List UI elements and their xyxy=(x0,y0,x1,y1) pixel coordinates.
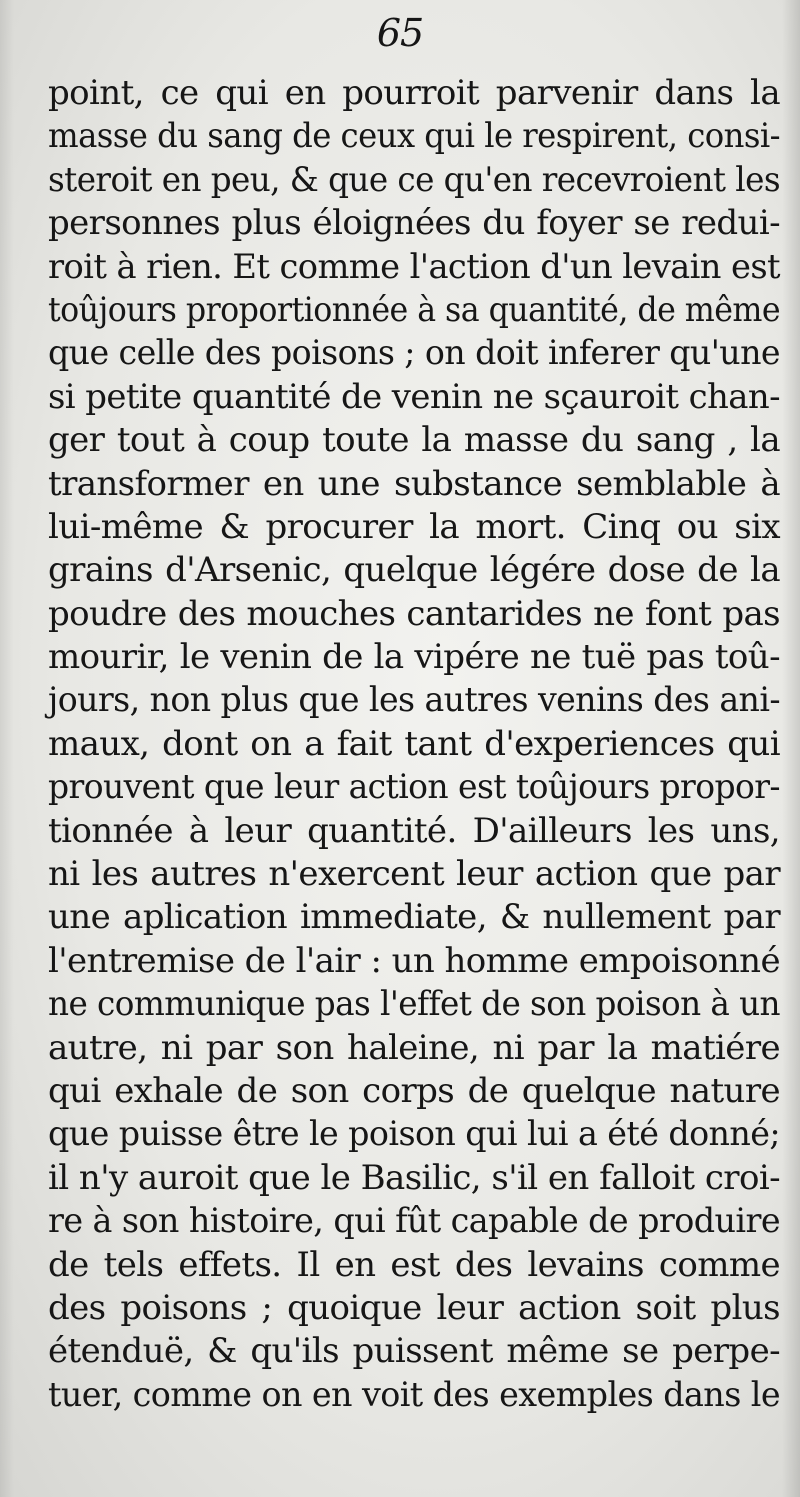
text-line: lui-même & procurer la mort. Cinq ou six xyxy=(48,506,780,547)
body-text xyxy=(48,72,780,1417)
page-edge-shadow-left xyxy=(0,0,14,1497)
text-line: il n'y auroit que le Basilic, s'il en falloit croi- xyxy=(48,1157,780,1198)
page-number: 65 xyxy=(376,11,424,55)
text-line: tuer, comme on en voit des exemples dans le xyxy=(48,1374,780,1415)
text-line: qui exhale de son corps de quelque nature xyxy=(48,1070,780,1111)
text-line: toûjours proportionnée à sa quantité, de même xyxy=(48,289,781,330)
text-line: autre, ni par son haleine, ni par la matiére xyxy=(48,1027,780,1068)
text-line: personnes plus éloignées du foyer se redui- xyxy=(48,203,780,244)
text-line: l'entremise de l'air : un homme empoisonné xyxy=(48,940,780,981)
text-line: étenduë, & qu'ils puissent même se perpe- xyxy=(48,1331,780,1372)
text-line: steroit en peu, & que ce qu'en recevroient les xyxy=(48,159,780,200)
text-line: jours, non plus que les autres venins des ani- xyxy=(48,680,780,721)
text-line: roit à rien. Et comme l'action d'un levain est xyxy=(48,246,780,287)
text-line: grains d'Arsenic, quelque légére dose de la xyxy=(48,550,780,591)
text-line: ger tout à coup toute la masse du sang , la xyxy=(48,420,780,461)
text-line: que puisse être le poison qui lui a été donné; xyxy=(48,1114,781,1155)
text-line: si petite quantité de venin ne sçauroit chan- xyxy=(48,376,780,417)
text-line: maux, dont on a fait tant d'experiences qui xyxy=(48,723,780,764)
text-line: ne communique pas l'effet de son poison à un xyxy=(48,984,780,1025)
text-line: transformer en une substance semblable à xyxy=(48,463,780,504)
text-line: point, ce qui en pourroit parvenir dans la xyxy=(48,73,780,113)
text-line: masse du sang de ceux qui le respirent, consi- xyxy=(48,116,780,157)
text-line: poudre des mouches cantarides ne font pas xyxy=(48,593,780,634)
page-edge-shadow-right xyxy=(782,0,800,1497)
text-line: que celle des poisons ; on doit inferer qu'une xyxy=(48,333,781,374)
text-line: mourir, le venin de la vipére ne tuë pas toû- xyxy=(48,637,780,678)
text-line: prouvent que leur action est toûjours propor- xyxy=(48,767,780,808)
text-line: des poisons ; quoique leur action soit plus xyxy=(48,1287,780,1328)
text-line: ni les autres n'exercent leur action que par xyxy=(48,854,780,895)
text-line: re à son histoire, qui fût capable de produire xyxy=(48,1201,780,1242)
text-line: de tels effets. Il en est des levains comme xyxy=(48,1244,780,1285)
text-line: une aplication immediate, & nullement par xyxy=(48,897,780,938)
text-line: tionnée à leur quantité. D'ailleurs les uns, xyxy=(48,810,780,851)
